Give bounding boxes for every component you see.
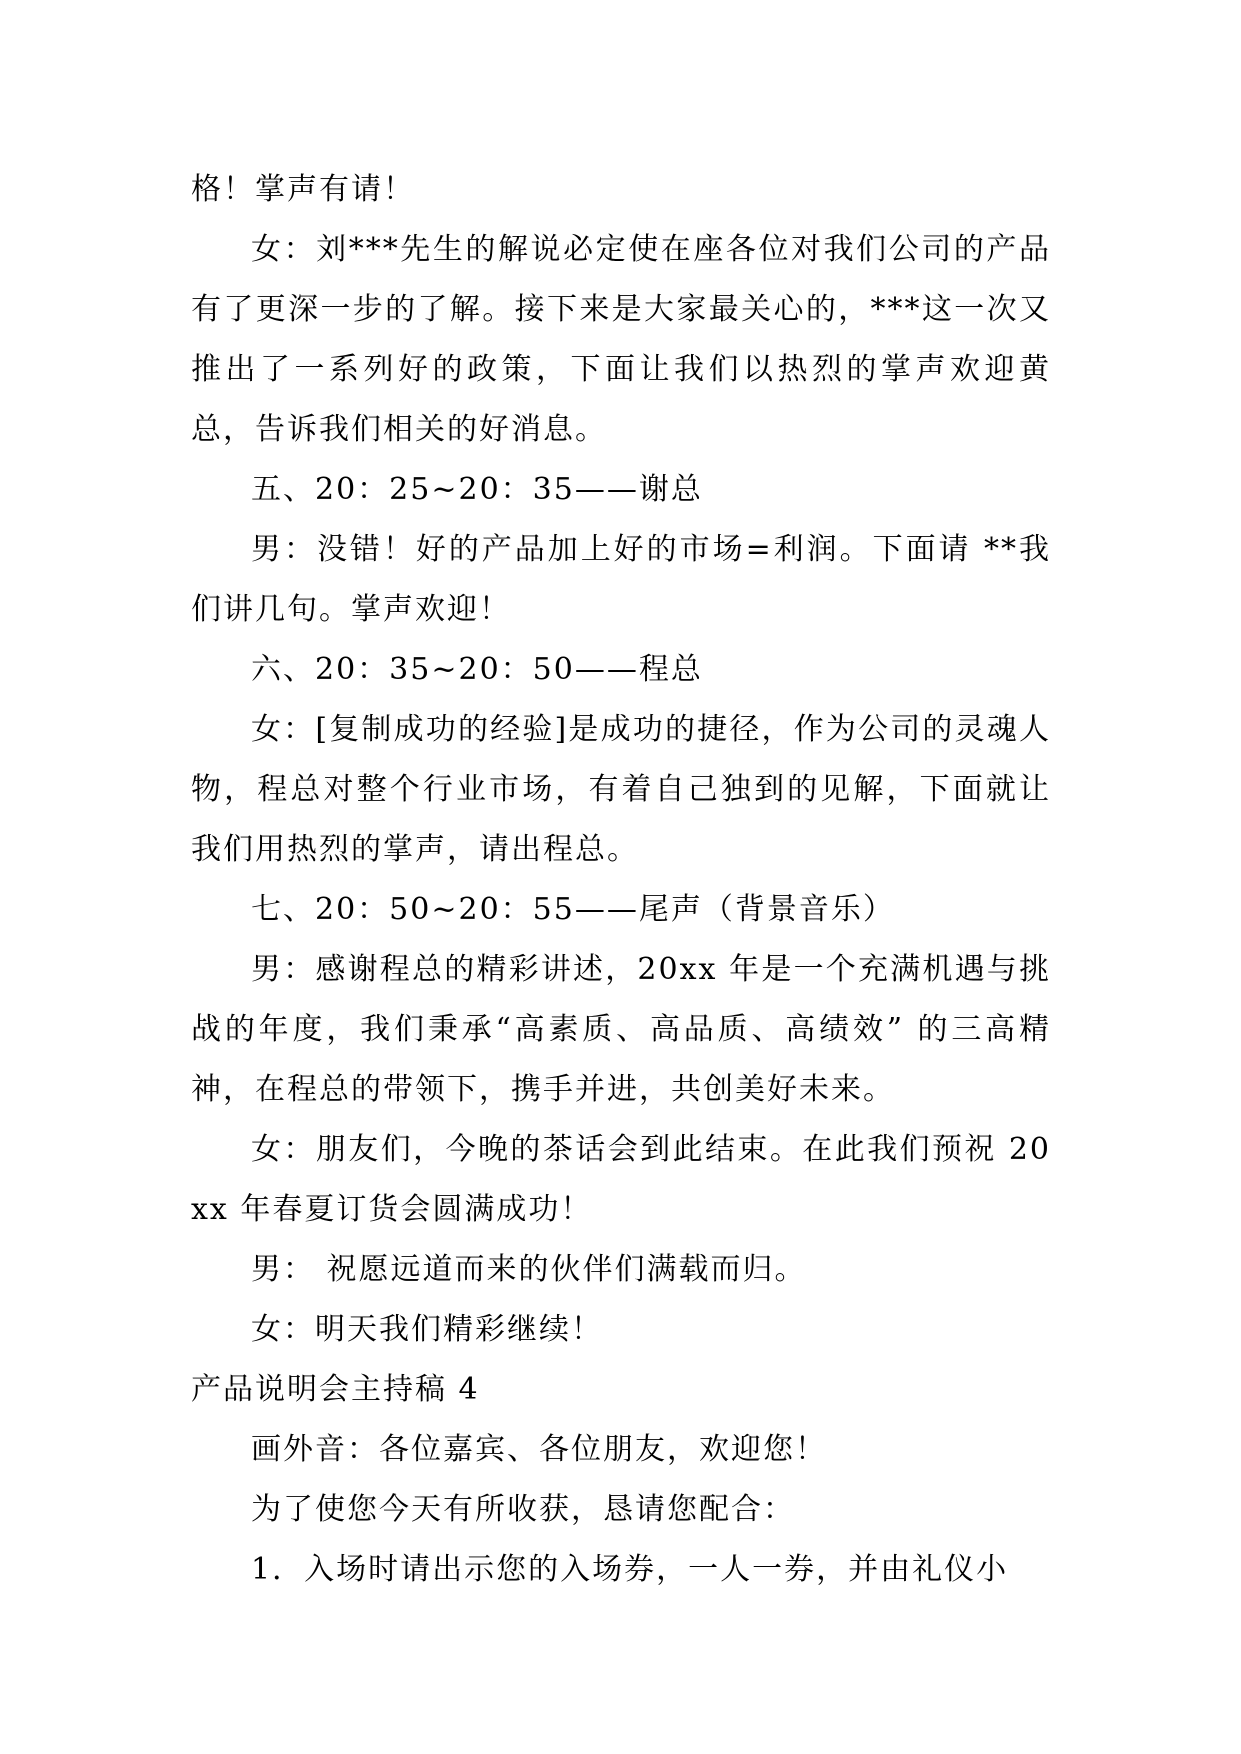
agenda-item-6: 六、20：35~20：50——程总 bbox=[251, 652, 703, 687]
agenda-item-5: 五、20：25~20：35——谢总 bbox=[251, 472, 703, 507]
paragraph-female-host-3: 女：朋友们，今晚的茶话会到此结束。在此我们预祝 20xx 年春夏订货会圆满成功！ bbox=[191, 1132, 1051, 1227]
agenda-item-7: 七、20：50~20：55——尾声（背景音乐） bbox=[251, 892, 895, 927]
paragraph-male-host-3: 男： 祝愿远道而来的伙伴们满载而归。 bbox=[251, 1252, 807, 1287]
document-body bbox=[191, 160, 1051, 1600]
paragraph-male-host-2: 男：感谢程总的精彩讲述，20xx 年是一个充满机遇与挑战的年度，我们秉承“高素质、高品质、高绩效” 的三高精神，在程总的带领下，携手并进，共创美好未来。 bbox=[191, 952, 1051, 1107]
paragraph-female-host-4: 女：明天我们精彩继续！ bbox=[251, 1312, 603, 1347]
section-title: 产品说明会主持稿 4 bbox=[191, 1372, 480, 1407]
paragraph-female-host-2: 女：[复制成功的经验]是成功的捷径，作为公司的灵魂人物，程总对整个行业市场，有着自己独到的见解，下面就让我们用热烈的掌声，请出程总。 bbox=[191, 712, 1051, 867]
paragraph-female-host-1: 女：刘***先生的解说必定使在座各位对我们公司的产品有了更深一步的了解。接下来是大家最关心的，***这一次又推出了一系列好的政策，下面让我们以热烈的掌声欢迎黄总，告诉我们相关的好消息。 bbox=[191, 232, 1051, 447]
paragraph-male-host-1: 男：没错！好的产品加上好的市场=利润。下面请 **我们讲几句。掌声欢迎！ bbox=[191, 532, 1051, 627]
paragraph-voiceover: 画外音：各位嘉宾、各位朋友，欢迎您！ bbox=[251, 1432, 827, 1467]
paragraph-request: 为了使您今天有所收获，恳请您配合： bbox=[251, 1492, 795, 1527]
paragraph-continuation: 格！掌声有请！ bbox=[191, 172, 415, 207]
list-item-1: 1．入场时请出示您的入场券，一人一券，并由礼仪小 bbox=[251, 1552, 1009, 1587]
